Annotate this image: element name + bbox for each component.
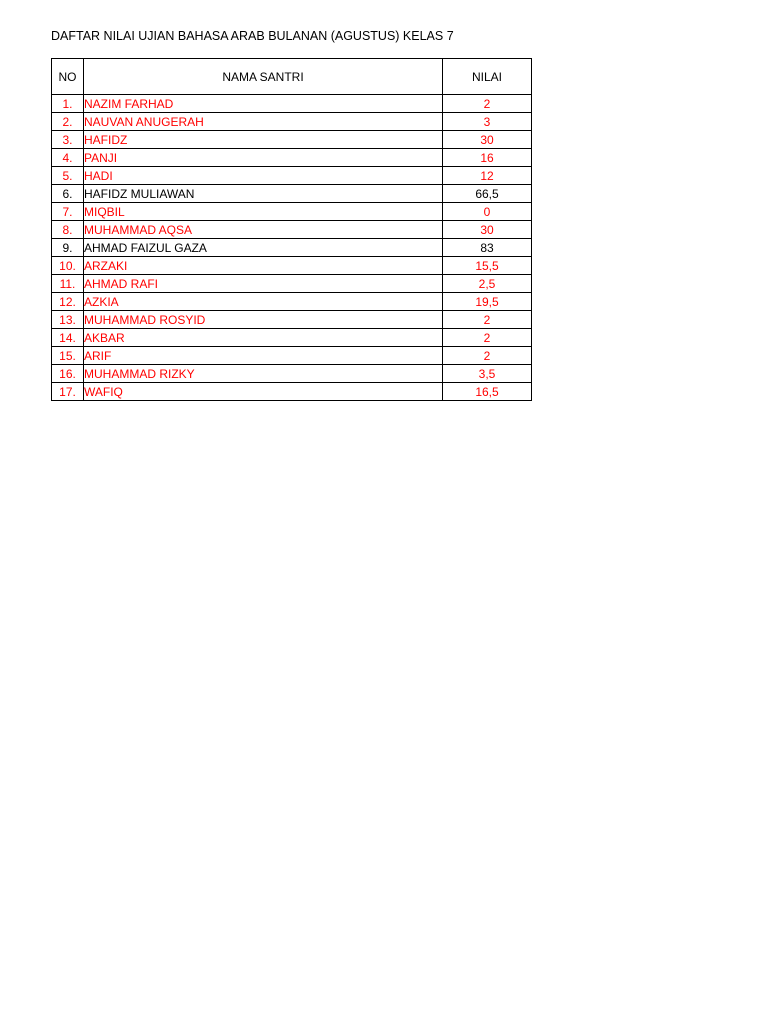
grade-value: 66,5 (443, 185, 532, 203)
table-row (52, 275, 532, 293)
table-row (52, 149, 532, 167)
grade-value: 0 (443, 203, 532, 221)
header-name: NAMA SANTRI (84, 59, 443, 95)
table-row (52, 329, 532, 347)
table-row (52, 311, 532, 329)
grade-value: 16,5 (443, 383, 532, 401)
student-name: AKBAR (84, 329, 443, 347)
row-number: 9. (52, 239, 84, 257)
grade-value: 30 (443, 221, 532, 239)
student-name: AZKIA (84, 293, 443, 311)
row-number: 16. (52, 365, 84, 383)
table-row (52, 293, 532, 311)
student-name: MUHAMMAD RIZKY (84, 365, 443, 383)
table-row (52, 113, 532, 131)
row-number: 6. (52, 185, 84, 203)
grade-value: 2 (443, 347, 532, 365)
student-name: PANJI (84, 149, 443, 167)
grade-value: 16 (443, 149, 532, 167)
student-name: WAFIQ (84, 383, 443, 401)
grade-value: 30 (443, 131, 532, 149)
table-row (52, 131, 532, 149)
grade-value: 2,5 (443, 275, 532, 293)
table-row (52, 365, 532, 383)
table-row (52, 257, 532, 275)
grade-value: 2 (443, 329, 532, 347)
row-number: 2. (52, 113, 84, 131)
row-number: 8. (52, 221, 84, 239)
grade-value: 19,5 (443, 293, 532, 311)
table-row (52, 383, 532, 401)
student-name: NAUVAN ANUGERAH (84, 113, 443, 131)
table-row (52, 95, 532, 113)
row-number: 12. (52, 293, 84, 311)
row-number: 10. (52, 257, 84, 275)
table-row (52, 347, 532, 365)
table-row (52, 203, 532, 221)
table-row (52, 221, 532, 239)
student-name: MUHAMMAD AQSA (84, 221, 443, 239)
table-row (52, 167, 532, 185)
student-name: HADI (84, 167, 443, 185)
row-number: 3. (52, 131, 84, 149)
header-no: NO (52, 59, 84, 95)
header-value: NILAI (443, 59, 532, 95)
grade-value: 12 (443, 167, 532, 185)
row-number: 17. (52, 383, 84, 401)
grade-value: 3 (443, 113, 532, 131)
student-name: MUHAMMAD ROSYID (84, 311, 443, 329)
student-name: MIQBIL (84, 203, 443, 221)
row-number: 11. (52, 275, 84, 293)
row-number: 5. (52, 167, 84, 185)
document-title: DAFTAR NILAI UJIAN BAHASA ARAB BULANAN (AGUSTUS) KELAS 7 (51, 29, 454, 43)
student-name: AHMAD FAIZUL GAZA (84, 239, 443, 257)
table-header-row (52, 59, 532, 95)
student-name: AHMAD RAFI (84, 275, 443, 293)
row-number: 14. (52, 329, 84, 347)
grade-value: 2 (443, 311, 532, 329)
row-number: 4. (52, 149, 84, 167)
row-number: 13. (52, 311, 84, 329)
grades-table (51, 58, 532, 401)
grade-value: 83 (443, 239, 532, 257)
row-number: 7. (52, 203, 84, 221)
table-row (52, 239, 532, 257)
table-body (52, 95, 532, 401)
grade-value: 15,5 (443, 257, 532, 275)
student-name: HAFIDZ (84, 131, 443, 149)
grade-value: 2 (443, 95, 532, 113)
student-name: NAZIM FARHAD (84, 95, 443, 113)
grade-value: 3,5 (443, 365, 532, 383)
student-name: HAFIDZ MULIAWAN (84, 185, 443, 203)
student-name: ARIF (84, 347, 443, 365)
table-row (52, 185, 532, 203)
row-number: 15. (52, 347, 84, 365)
student-name: ARZAKI (84, 257, 443, 275)
row-number: 1. (52, 95, 84, 113)
